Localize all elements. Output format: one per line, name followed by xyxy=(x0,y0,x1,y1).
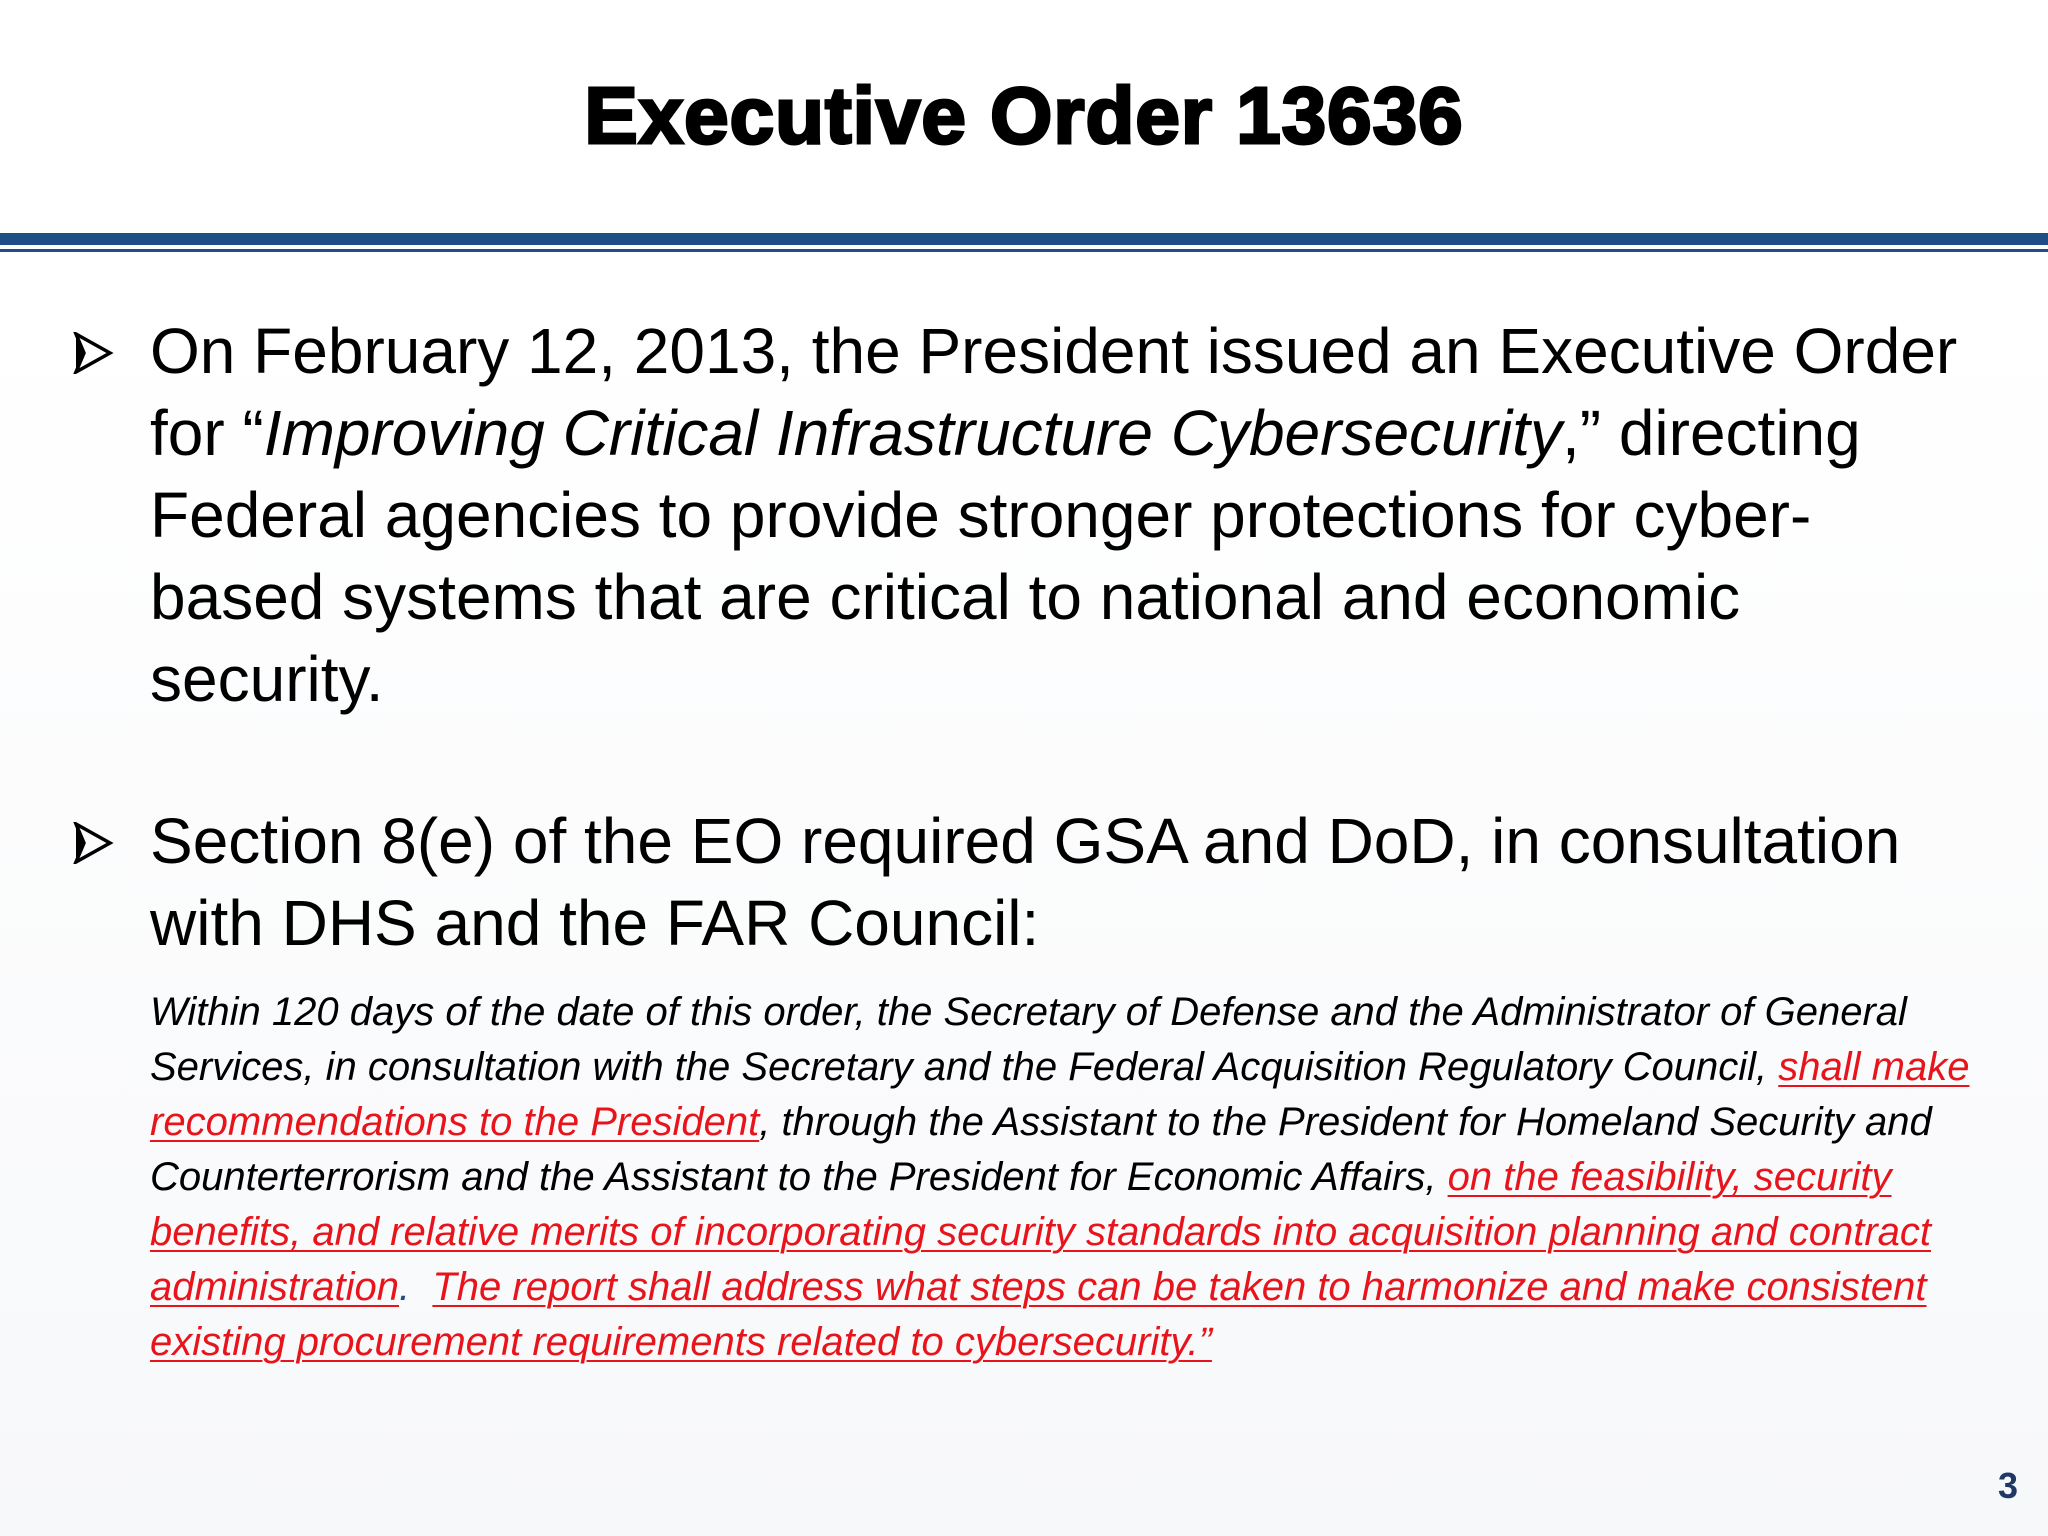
slide-title: Executive Order 13636 xyxy=(584,71,1464,160)
eo-title-italic: Improving Critical Infrastructure Cybersecurity xyxy=(263,397,1562,469)
eo-quote: Within 120 days of the date of this order, the Secretary of Defense and the Administrator of General Services, in consultation with the Secretary and the Federal Acquisition Regulatory Council, shall make recommendations to the President, through the Assistant to the President for Homeland Security and Counterterrorism and the Assistant to the President for Economic Affairs, on the feasibility, security benefits, and relative merits of incorporating security standards into acquisition planning and contract administration. The report shall address what steps can be taken to harmonize and make consistent existing procurement requirements related to cybersecurity.” xyxy=(150,990,1970,1364)
title-divider-thick xyxy=(0,233,2048,245)
highlight-recommendations: shall make recommendations to the President xyxy=(150,1045,1970,1144)
arrow-bullet-icon xyxy=(72,310,150,720)
bullet-text: On February 12, 2013, the President issued an Executive Order for “Improving Critical Infrastructure Cybersecurity,” directing Federal agencies to provide stronger protections for cyber-based systems that are critical to national and economic security. xyxy=(150,315,1958,715)
page-number: 3 xyxy=(1997,1465,2018,1506)
title-divider-thin xyxy=(0,249,2048,252)
bullet-item xyxy=(72,800,1972,964)
highlight-report: The report shall address what steps can be taken to harmonize and make consistent existing procurement requirements related to cybersecurity.” xyxy=(150,1265,1927,1364)
arrow-bullet-icon xyxy=(72,800,150,964)
bullet-text: Section 8(e) of the EO required GSA and DoD, in consultation with DHS and the FAR Council: xyxy=(150,805,1901,959)
highlight-feasibility: on the feasibility, security benefits, and relative merits of incorporating security standards into acquisition planning and contract administration xyxy=(150,1155,1931,1309)
bullet-item xyxy=(72,310,1972,720)
